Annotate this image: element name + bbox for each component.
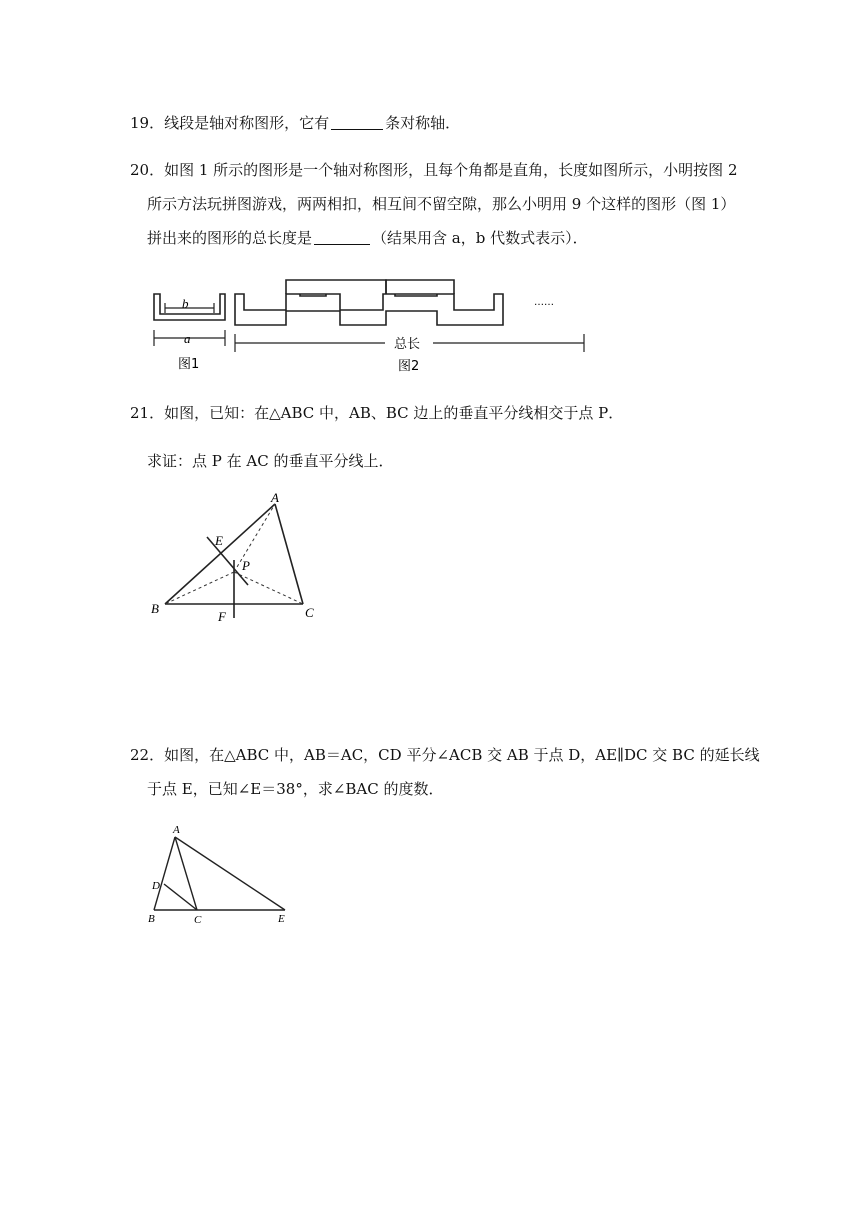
question-22-line-1 [130, 745, 760, 765]
question-number: 21． [130, 404, 165, 422]
fig2-bottom-shape [235, 294, 503, 325]
label-b: b [182, 296, 189, 311]
fig2-top-shape-2 [386, 280, 454, 294]
segment-dc [164, 884, 197, 910]
segment-pb [165, 572, 234, 604]
question-22-line-2: 于点 E，已知∠E＝38°，求∠BAC 的度数． [147, 780, 444, 798]
point-c-label: C [305, 605, 314, 620]
point-b-label: B [151, 601, 159, 616]
figure-q20 [140, 272, 600, 377]
question-number: 19． [130, 114, 165, 132]
question-21-line-1 [130, 403, 623, 423]
question-number: 22． [130, 746, 165, 764]
point-d-label: D [152, 880, 160, 892]
point-a-label: A [173, 824, 180, 836]
fig1-caption: 图1 [178, 357, 200, 372]
point-a-label: A [271, 490, 279, 505]
continuation-dots: …… [534, 297, 554, 308]
total-length-label: 总长 [394, 337, 421, 352]
point-e-label: E [215, 533, 223, 548]
segment-pa [234, 504, 275, 572]
fig2-caption: 图2 [398, 359, 420, 374]
question-text: 如图，在△ABC 中，AB＝AC，CD 平分∠ACB 交 AB 于点 D，AE∥DC 交 BC 的延长线 [164, 746, 760, 764]
question-number: 20． [130, 161, 165, 179]
question-text-end: （结果用含 a，b 代数式表示）． [372, 229, 588, 247]
question-20-line-3 [147, 228, 588, 248]
figure-q22 [140, 820, 300, 930]
answer-blank[interactable] [331, 115, 383, 130]
label-a: a [184, 331, 191, 346]
answer-blank[interactable] [314, 230, 370, 245]
point-e-label: E [278, 913, 285, 925]
question-text: 如图 1 所示的图形是一个轴对称图形，且每个角都是直角，长度如图所示，小明按图 2 [164, 161, 738, 179]
point-b-label: B [148, 913, 155, 925]
fig2-top-shape-1 [286, 280, 386, 294]
question-text: 线段是轴对称图形，它有 [164, 114, 330, 132]
question-text-end: 条对称轴． [385, 114, 461, 132]
question-20-line-2: 所示方法玩拼图游戏，两两相扣，相互间不留空隙，那么小明用 9 个这样的图形（图 1） [147, 195, 736, 213]
segment-ab [154, 837, 175, 910]
question-20-line-1 [130, 160, 738, 180]
segment-ac [175, 837, 197, 910]
question-21-line-2: 求证：点 P 在 AC 的垂直平分线上． [147, 452, 394, 470]
segment-ab [165, 504, 275, 604]
point-f-label: F [218, 609, 226, 624]
segment-ae [175, 837, 285, 910]
question-text: 拼出来的图形的总长度是 [147, 229, 313, 247]
point-p-label: P [242, 558, 250, 573]
question-19 [130, 113, 460, 133]
segment-ac [275, 504, 303, 604]
segment-pc [234, 572, 303, 604]
point-c-label: C [194, 914, 202, 926]
question-text: 如图，已知：在△ABC 中，AB、BC 边上的垂直平分线相交于点 P． [164, 404, 624, 422]
figure-q21 [145, 490, 335, 630]
